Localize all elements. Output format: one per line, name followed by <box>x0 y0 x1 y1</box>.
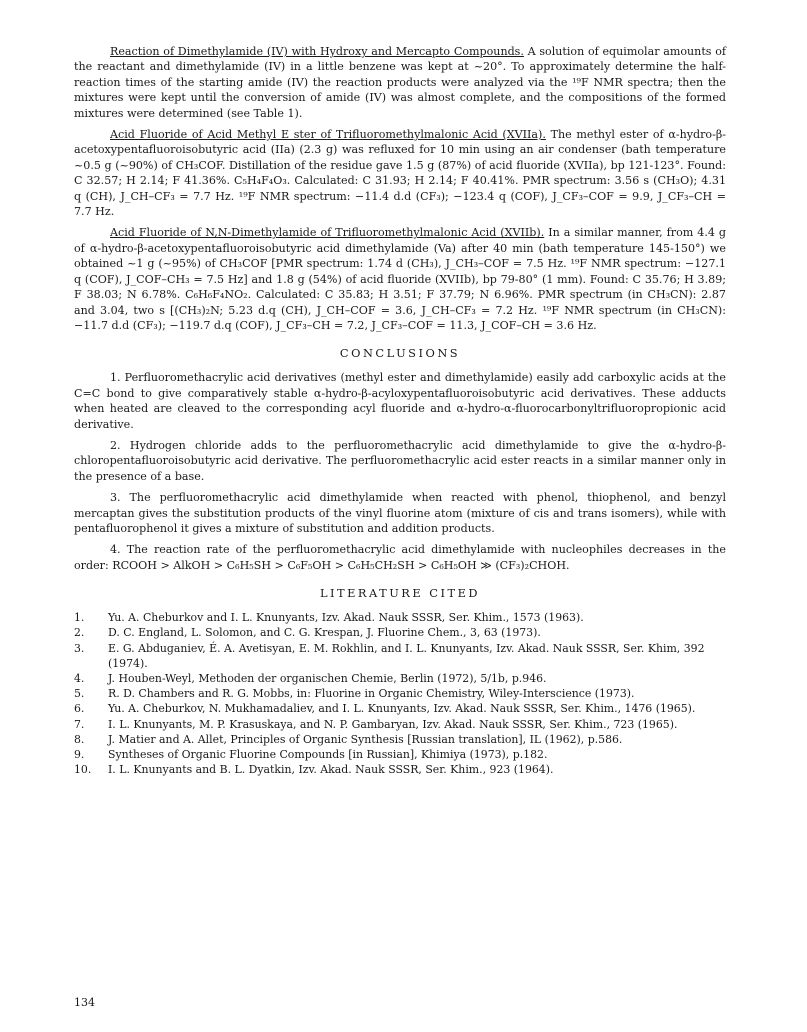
paragraph-text: A solution of equimolar amounts of the reactant and dimethylamide (IV) in a little benzene was kept at ~20°. To approximately determine the half-reaction times of the starting amide (IV) the reaction products were analyzed via the ¹⁹F NMR spectra; then the mixtures were kept until the conversion of amide (IV) was almost complete, and the compositions of the formed mixtures were determined (see Table 1). <box>74 45 726 120</box>
experimental-paragraph-1 <box>74 44 726 121</box>
reference-item <box>74 610 726 625</box>
reference-number: 7. <box>74 717 85 731</box>
reference-number: 1. <box>74 611 85 625</box>
experimental-paragraph-2 <box>74 127 726 219</box>
paragraph-text: The methyl ester of α-hydro-β-acetoxypentafluoroisobutyric acid (IIa) (2.3 g) was refluxed for 10 min using an air condenser (bath temperature ~0.5 g (~90%) of CH₃COF. Distillation of the residue gave 1.5 g (87%) of acid fluoride (XVIIa), bp 121-123°. Found: C 32.57; H 2.14; F 41.36%. C₅H₄F₄O₃. Calculated: C 31.93; H 2.14; F 40.41%. PMR spectrum: 3.56 s (CH₃O); 4.31 q (CH), J_CH–CF₃ = 7.7 Hz. ¹⁹F NMR spectrum: −11.4 d.d (CF₃); −123.4 q (COF), J_CF₃–COF = 9.9, J_CF₃–CH = 7.7 Hz. <box>74 128 726 219</box>
reference-item <box>74 762 726 777</box>
reference-text: J. Houben-Weyl, Methoden der organischen Chemie, Berlin (1972), 5/1b, p.946. <box>108 672 547 685</box>
reference-item <box>74 717 726 732</box>
reference-number: 9. <box>74 748 85 762</box>
conclusion-item: 1. Perfluoromethacrylic acid derivatives (methyl ester and dimethylamide) easily add carboxylic acids at the C=C bond to give comparatively stable α-hydro-β-acyloxypentafluoroisobutyric acid derivatives. These adducts when heated are cleaved to the corresponding acyl fluoride and α-hydro-α-fluorocarbonyltrifluoropropionic acid derivative. <box>74 371 726 431</box>
reference-text: Yu. A. Cheburkov, N. Mukhamadaliev, and I. L. Knunyants, Izv. Akad. Nauk SSSR, Ser. Khim., 1476 (1965). <box>108 702 696 716</box>
reference-text: J. Matier and A. Allet, Principles of Organic Synthesis [Russian translation], IL (1962), p.586. <box>108 732 623 746</box>
reference-text: D. C. England, L. Solomon, and C. G. Krespan, J. Fluorine Chem., 3, 63 (1973). <box>108 626 541 640</box>
section-title: Reaction of Dimethylamide (IV) with Hydroxy and Mercapto Compounds. <box>110 45 524 58</box>
reference-number: 10. <box>74 763 92 777</box>
literature-heading: LITERATURE CITED <box>319 586 481 601</box>
conclusion-item: 4. The reaction rate of the perfluoromethacrylic acid dimethylamide with nucleophiles decreases in the order: RCOOH > AlkOH > C₆H₅SH > C₆F₅OH > C₆H₅CH₂SH > C₆H₅OH ≫ (CF₃)₂CHOH. <box>74 543 726 572</box>
section-title: Acid Fluoride of N,N-Dimethylamide of Trifluoromethylmalonic Acid (XVIIb). <box>110 226 545 240</box>
paragraph-text: In a similar manner, from 4.4 g of α-hydro-β-acetoxypentafluoroisobutyric acid dimethylamide (Va) after 40 min (bath temperature 145-150°) we obtained ~1 g (~95%) of CH₃COF [PMR spectrum: 1.74 d (CH₃), J_CH₃–COF = 7.5 Hz. ¹⁹F NMR spectrum: −127.1 q (COF), J_COF–CH₃ = 7.5 Hz] and 1.8 g (54%) of acid fluoride (XVIIb), bp 79-80° (1 mm). Found: C 35.76; H 3.89; F 38.03; N 6.78%. C₆H₆F₄NO₂. Calculated: C 35.83; H 3.51; F 37.79; N 6.96%. PMR spectrum (in CH₃CN): 2.87 and 3.04, two s [(CH₃)₂N; 5.23 d.q (CH), J_CH–COF = 3.6, J_CH–CF₃ = 7.2 Hz. ¹⁹F NMR spectrum (in CH₃CN): −11.7 d.d (CF₃); −119.7 d.q (COF), J_CF₃–CH = 7.2, J_CF₃–COF = 11.3, J_COF–CH = 3.6 Hz. <box>74 226 726 332</box>
reference-number: 8. <box>74 732 85 746</box>
reference-item <box>74 747 726 762</box>
reference-number: 4. <box>74 672 85 685</box>
conclusion-item: 3. The perfluoromethacrylic acid dimethylamide when reacted with phenol, thiophenol, and benzyl mercaptan gives the substitution products of the vinyl fluorine atom (mixture of cis and trans isomers), while with pentafluorophenol it gives a mixture of substitution and addition products. <box>74 491 726 535</box>
reference-item <box>74 732 726 747</box>
reference-text: I. L. Knunyants, M. P. Krasuskaya, and N. P. Gambaryan, Izv. Akad. Nauk SSSR, Ser. Khim., 723 (1965). <box>108 717 678 731</box>
reference-text: E. G. Abduganiev, É. A. Avetisyan, E. M. Rokhlin, and I. L. Knunyants, Izv. Akad. Nauk SSSR, Ser. Khim, 392 (1974). <box>108 641 705 670</box>
reference-text: Syntheses of Organic Fluorine Compounds [in Russian], Khimiya (1973), p.182. <box>108 748 548 762</box>
reference-text: R. D. Chambers and R. G. Mobbs, in: Fluorine in Organic Chemistry, Wiley-Interscience (1973). <box>108 687 635 701</box>
reference-item <box>74 686 726 701</box>
reference-item <box>74 701 726 716</box>
reference-item <box>74 641 726 671</box>
conclusions-heading: CONCLUSIONS <box>339 346 461 361</box>
conclusion-item: 2. Hydrogen chloride adds to the perfluoromethacrylic acid dimethylamide to give the α-hydro-β-chloropentafluoroisobutyric acid derivative. The perfluoromethacrylic acid ester reacts in a similar manner only in the presence of a base. <box>74 438 726 483</box>
reference-item <box>74 625 726 640</box>
reference-number: 2. <box>74 626 85 640</box>
reference-number: 3. <box>74 641 85 655</box>
reference-list <box>74 610 726 777</box>
reference-number: 5. <box>74 687 85 701</box>
experimental-paragraph-3 <box>74 225 726 333</box>
page-body <box>74 44 726 777</box>
reference-number: 6. <box>74 702 85 716</box>
page-number: 134 <box>74 996 95 1009</box>
reference-text: I. L. Knunyants and B. L. Dyatkin, Izv. Akad. Nauk SSSR, Ser. Khim., 923 (1964). <box>108 763 554 777</box>
section-title: Acid Fluoride of Acid Methyl E ster of Trifluoromethylmalonic Acid (XVIIa). <box>110 128 546 142</box>
reference-text: Yu. A. Cheburkov and I. L. Knunyants, Izv. Akad. Nauk SSSR, Ser. Khim., 1573 (1963). <box>108 611 584 625</box>
reference-item <box>74 671 726 686</box>
